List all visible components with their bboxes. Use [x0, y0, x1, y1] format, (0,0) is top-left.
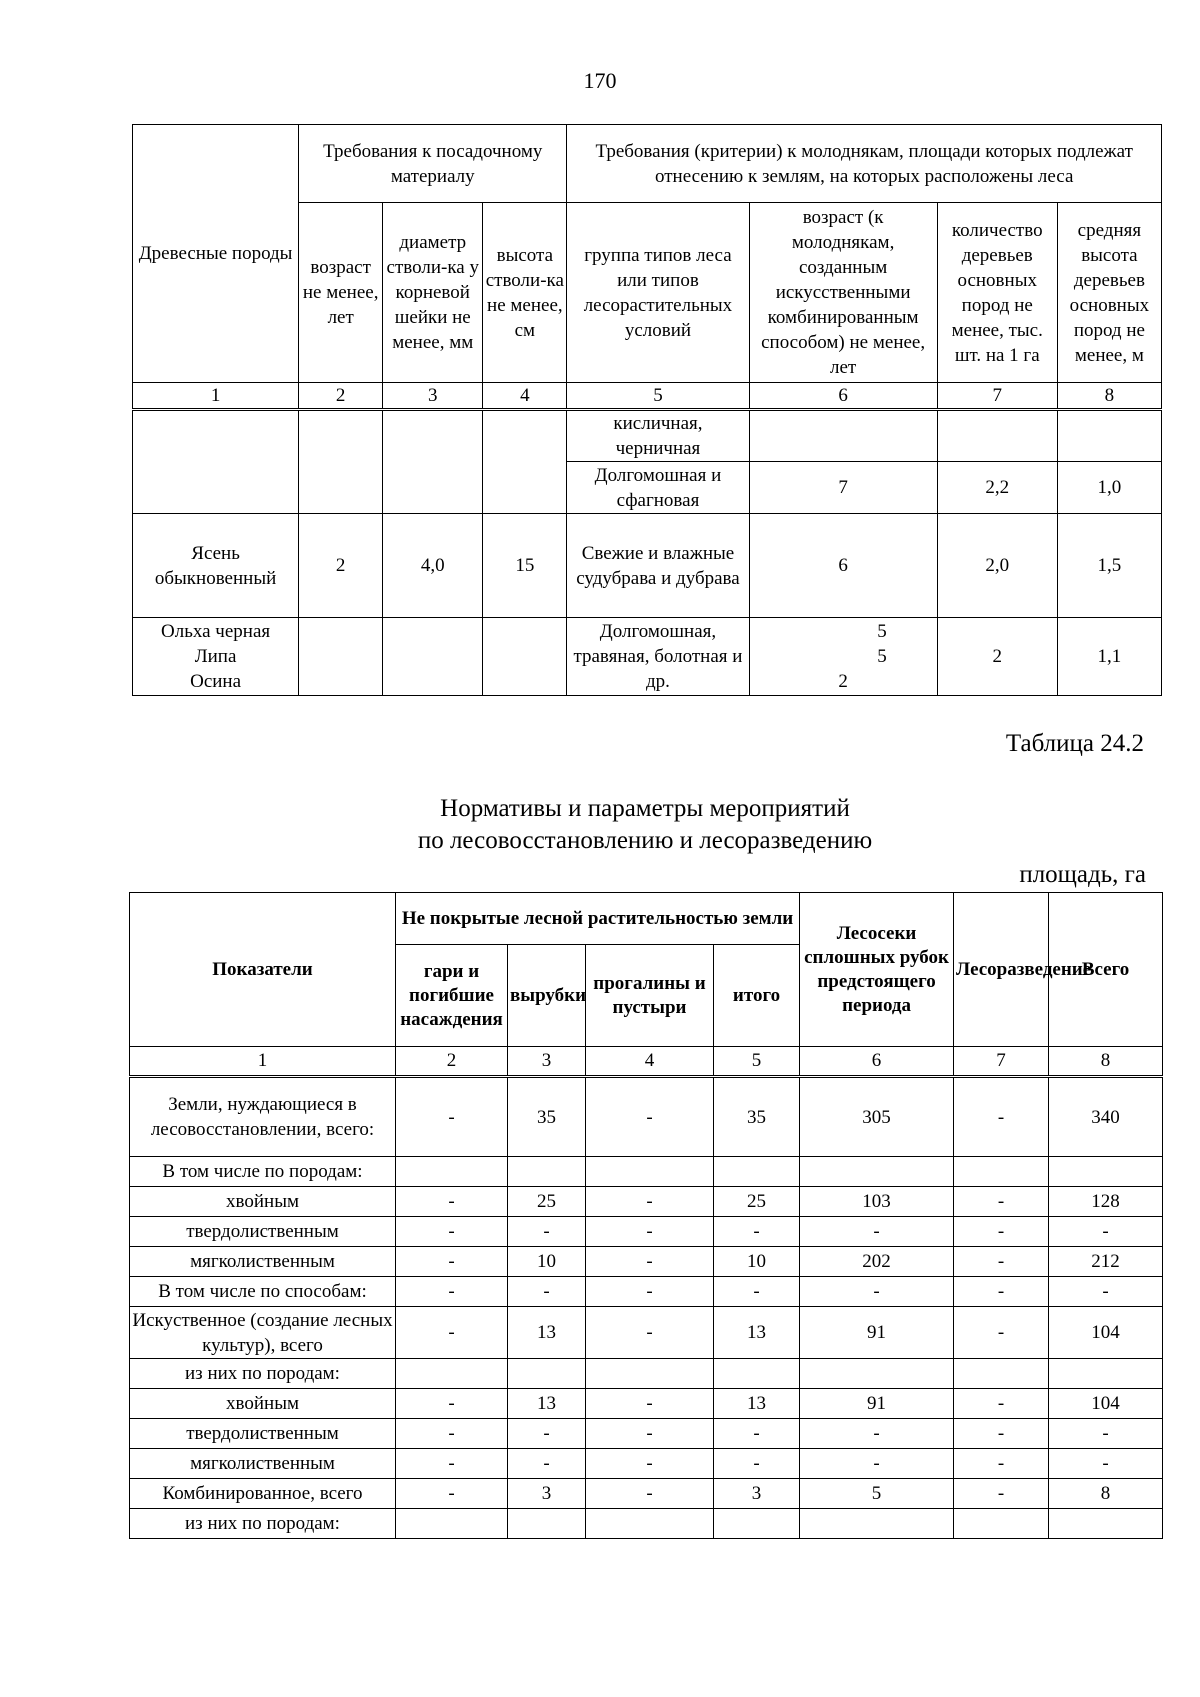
table-cell: Ольха черная Липа Осина — [133, 618, 299, 696]
table-cell: - — [586, 1419, 714, 1449]
table-row — [130, 1509, 1163, 1539]
table-cell: 91 — [800, 1307, 954, 1359]
table-cell: 35 — [508, 1077, 586, 1157]
table-cell: 128 — [1049, 1187, 1163, 1217]
table-cell — [133, 410, 299, 514]
table-cell: 35 — [714, 1077, 800, 1157]
table-row — [130, 1077, 1163, 1157]
table-cell — [954, 1509, 1049, 1539]
table-cell: Долгомошная, травяная, болотная и др. — [567, 618, 749, 696]
table-cell: 3 — [714, 1479, 800, 1509]
table-cell — [714, 1509, 800, 1539]
table-number: Таблица 24.2 — [1005, 730, 1144, 757]
table-cell — [1057, 410, 1161, 462]
col-number: 4 — [483, 383, 567, 410]
col-number: 3 — [383, 383, 483, 410]
header-cut: вырубки — [508, 945, 586, 1047]
col-number: 2 — [299, 383, 383, 410]
row-label: мягколиственным — [130, 1247, 396, 1277]
table-cell: - — [508, 1419, 586, 1449]
table-cell: 25 — [508, 1187, 586, 1217]
table-cell: 25 — [714, 1187, 800, 1217]
row-label: Искуственное (создание лесных культур), всего — [130, 1307, 396, 1359]
header-planting-material: Требования к посадочному материалу — [299, 125, 567, 203]
row-label: из них по породам: — [130, 1509, 396, 1539]
table-cell: - — [586, 1307, 714, 1359]
reforestation-table — [129, 892, 1163, 1539]
table-cell: - — [800, 1277, 954, 1307]
col-number: 6 — [800, 1047, 954, 1077]
table-cell: - — [586, 1389, 714, 1419]
table-cell — [483, 410, 567, 514]
col-number: 3 — [508, 1047, 586, 1077]
table-cell — [714, 1157, 800, 1187]
table-cell: Долгомошная и сфагновая — [567, 462, 749, 514]
table-cell: 10 — [714, 1247, 800, 1277]
table-cell: 212 — [1049, 1247, 1163, 1277]
table-cell: - — [954, 1449, 1049, 1479]
row-label: из них по породам: — [130, 1359, 396, 1389]
table-cell: 340 — [1049, 1077, 1163, 1157]
row-label: твердолиственным — [130, 1419, 396, 1449]
table-cell: - — [586, 1277, 714, 1307]
planting-requirements-table — [132, 124, 1162, 696]
table-cell: - — [1049, 1419, 1163, 1449]
table-cell: - — [586, 1077, 714, 1157]
table-cell: - — [586, 1479, 714, 1509]
table-cell: 2,2 — [937, 462, 1057, 514]
table-cell: 305 — [800, 1077, 954, 1157]
header-forest-type: группа типов леса или типов лесорастительных условий — [567, 203, 749, 383]
table-cell — [508, 1157, 586, 1187]
table-cell: 13 — [714, 1389, 800, 1419]
table-cell: - — [508, 1217, 586, 1247]
table-cell: 104 — [1049, 1307, 1163, 1359]
table-cell — [383, 410, 483, 514]
header-species: Древесные породы — [133, 125, 299, 383]
table-cell — [800, 1509, 954, 1539]
header-glades: прогалины и пустыри — [586, 945, 714, 1047]
table-row — [130, 1157, 1163, 1187]
table-row — [133, 410, 1162, 462]
table-cell: 3 — [508, 1479, 586, 1509]
header-indicators: Показатели — [130, 893, 396, 1047]
table-cell: 15 — [483, 514, 567, 618]
table-cell: - — [396, 1419, 508, 1449]
col-number: 8 — [1049, 1047, 1163, 1077]
table-cell — [483, 618, 567, 696]
table-cell — [954, 1157, 1049, 1187]
col-number: 4 — [586, 1047, 714, 1077]
table-cell: 4,0 — [383, 514, 483, 618]
table-row — [130, 1187, 1163, 1217]
table-cell: - — [396, 1217, 508, 1247]
table-cell: - — [396, 1277, 508, 1307]
row-label: твердолиственным — [130, 1217, 396, 1247]
table-cell: 8 — [1049, 1479, 1163, 1509]
table-cell: - — [714, 1217, 800, 1247]
column-number-row — [133, 383, 1162, 410]
table-cell: - — [396, 1077, 508, 1157]
table-cell: 1,5 — [1057, 514, 1161, 618]
table-cell — [299, 618, 383, 696]
col-number: 1 — [130, 1047, 396, 1077]
table-cell: - — [1049, 1449, 1163, 1479]
table-cell — [586, 1359, 714, 1389]
header-tree-count: количество деревьев основных пород не менее, тыс. шт. на 1 га — [937, 203, 1057, 383]
col-number: 5 — [714, 1047, 800, 1077]
header-height: высота стволи-ка не менее, см — [483, 203, 567, 383]
table-title-line: Нормативы и параметры мероприятий — [440, 795, 850, 822]
table-cell: 13 — [508, 1389, 586, 1419]
header-unforested-lands: Не покрытые лесной растительностью земли — [396, 893, 800, 945]
table-cell — [396, 1157, 508, 1187]
table-cell: - — [954, 1277, 1049, 1307]
table-cell — [586, 1509, 714, 1539]
table-cell: 2 — [937, 618, 1057, 696]
table-cell: Ясень обыкновенный — [133, 514, 299, 618]
table-row — [133, 618, 1162, 696]
header-subtotal: итого — [714, 945, 800, 1047]
table-cell: - — [954, 1479, 1049, 1509]
table-cell — [396, 1509, 508, 1539]
col-number: 7 — [937, 383, 1057, 410]
row-label: мягколиственным — [130, 1449, 396, 1479]
table-cell: 91 — [800, 1389, 954, 1419]
table-cell: - — [800, 1419, 954, 1449]
age-value: 5 — [877, 621, 887, 642]
table-cell: - — [800, 1449, 954, 1479]
table-cell — [1049, 1157, 1163, 1187]
table-cell: кисличная, черничная — [567, 410, 749, 462]
header-clearcut-areas: Лесосеки сплошных рубок предстоящего периода — [800, 893, 954, 1047]
table-cell: 104 — [1049, 1389, 1163, 1419]
table-body — [130, 1077, 1163, 1539]
col-number: 7 — [954, 1047, 1049, 1077]
table-cell: - — [586, 1187, 714, 1217]
header-young-stand-criteria: Требования (критерии) к молоднякам, площади которых подлежат отнесению к землям, на которых расположены леса — [567, 125, 1162, 203]
table-cell: - — [396, 1479, 508, 1509]
table-cell: 5 — [800, 1479, 954, 1509]
table-cell: 2 — [299, 514, 383, 618]
table-row — [130, 1449, 1163, 1479]
age-value: 5 — [877, 646, 887, 667]
table-cell: - — [396, 1449, 508, 1479]
table-cell: - — [396, 1307, 508, 1359]
header-burned: гари и погибшие насаждения — [396, 945, 508, 1047]
table-cell — [508, 1359, 586, 1389]
table-cell — [586, 1157, 714, 1187]
table-cell — [954, 1359, 1049, 1389]
table-cell: 13 — [508, 1307, 586, 1359]
table-cell — [383, 618, 483, 696]
table-row — [130, 1359, 1163, 1389]
table-cell: - — [714, 1449, 800, 1479]
table-cell — [749, 618, 937, 696]
table-title — [0, 793, 1200, 857]
table-cell: 13 — [714, 1307, 800, 1359]
table-row — [130, 1389, 1163, 1419]
table-cell: - — [800, 1217, 954, 1247]
table-cell: - — [954, 1389, 1049, 1419]
header-total: Всего — [1049, 893, 1163, 1047]
table-cell: Свежие и влажные судубрава и дубрава — [567, 514, 749, 618]
table-cell: - — [954, 1247, 1049, 1277]
table-cell: - — [508, 1277, 586, 1307]
column-number-row — [130, 1047, 1163, 1077]
table-row — [133, 514, 1162, 618]
table-row — [130, 1247, 1163, 1277]
table-cell: 6 — [749, 514, 937, 618]
col-number: 2 — [396, 1047, 508, 1077]
table-cell: - — [954, 1217, 1049, 1247]
table-cell — [396, 1359, 508, 1389]
table-cell — [508, 1509, 586, 1539]
header-young-age: возраст (к молоднякам, созданным искусственными комбинированным способом) не менее, лет — [749, 203, 937, 383]
row-label: В том числе по способам: — [130, 1277, 396, 1307]
table-cell: - — [586, 1217, 714, 1247]
table-cell: - — [954, 1419, 1049, 1449]
table-cell — [714, 1359, 800, 1389]
header-afforestation: Лесоразведение — [954, 893, 1049, 1047]
table-cell: - — [954, 1307, 1049, 1359]
table-cell — [800, 1359, 954, 1389]
table-cell: 10 — [508, 1247, 586, 1277]
age-value: 2 — [838, 671, 848, 692]
row-label: хвойным — [130, 1187, 396, 1217]
table-cell: 2,0 — [937, 514, 1057, 618]
table-cell: - — [586, 1449, 714, 1479]
header-age: возраст не менее, лет — [299, 203, 383, 383]
header-avg-height: средняя высота деревьев основных пород не менее, м — [1057, 203, 1161, 383]
table-cell: - — [1049, 1277, 1163, 1307]
table-row — [130, 1277, 1163, 1307]
table-cell: - — [396, 1247, 508, 1277]
table-cell — [1049, 1359, 1163, 1389]
table-cell: 1,0 — [1057, 462, 1161, 514]
table-cell: - — [508, 1449, 586, 1479]
page-number: 170 — [583, 68, 617, 93]
table-cell: - — [714, 1419, 800, 1449]
table-cell: - — [396, 1389, 508, 1419]
table-cell: - — [1049, 1217, 1163, 1247]
row-label: В том числе по породам: — [130, 1157, 396, 1187]
table-row — [130, 1217, 1163, 1247]
table-cell: - — [714, 1277, 800, 1307]
header-diameter: диаметр стволи-ка у корневой шейки не менее, мм — [383, 203, 483, 383]
table-cell — [299, 410, 383, 514]
row-label: Земли, нуждающиеся в лесовосстановлении, всего: — [130, 1077, 396, 1157]
table-title-line: по лесовосстановлению и лесоразведению — [417, 827, 873, 854]
table-cell — [937, 410, 1057, 462]
col-number: 8 — [1057, 383, 1161, 410]
table-cell: 103 — [800, 1187, 954, 1217]
table-cell: - — [954, 1187, 1049, 1217]
row-label: Комбинированное, всего — [130, 1479, 396, 1509]
col-number: 1 — [133, 383, 299, 410]
table-cell: - — [954, 1077, 1049, 1157]
table-cell — [800, 1157, 954, 1187]
table-cell: 7 — [749, 462, 937, 514]
col-number: 6 — [749, 383, 937, 410]
unit-label: площадь, га — [1019, 861, 1146, 888]
table-row — [130, 1419, 1163, 1449]
table-cell: - — [586, 1247, 714, 1277]
table-cell — [1049, 1509, 1163, 1539]
table-cell — [749, 410, 937, 462]
table-cell: - — [396, 1187, 508, 1217]
row-label: хвойным — [130, 1389, 396, 1419]
table-cell: 202 — [800, 1247, 954, 1277]
table-cell: 1,1 — [1057, 618, 1161, 696]
col-number: 5 — [567, 383, 749, 410]
table-row — [130, 1479, 1163, 1509]
table-row — [130, 1307, 1163, 1359]
